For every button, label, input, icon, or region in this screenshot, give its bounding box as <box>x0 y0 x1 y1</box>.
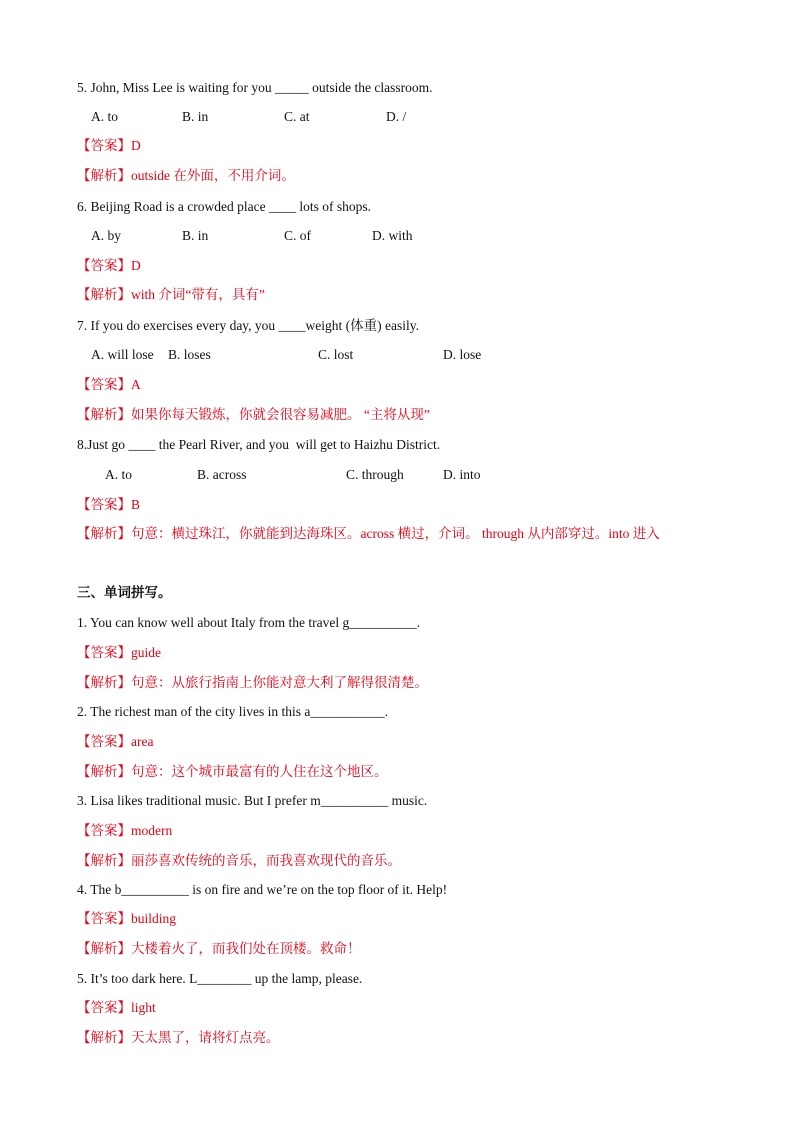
spelling-5-answer: 【答案】light <box>77 1000 156 1015</box>
spelling-2-analysis: 【解析】句意：这个城市最富有的人住在这个地区。 <box>77 764 388 779</box>
spelling-4-answer: 【答案】building <box>77 911 177 926</box>
spelling-2-answer: 【答案】area <box>77 734 154 749</box>
mc-6-option-a: A. by <box>91 228 121 243</box>
mc-7-option-d: D. lose <box>443 347 482 362</box>
mc-5-option-d: D. / <box>386 109 407 124</box>
mc-7-answer: 【答案】A <box>77 377 141 392</box>
spelling-3-answer: 【答案】modern <box>77 823 173 838</box>
mc-question-6: 6. Beijing Road is a crowded place ____ lots of shops. <box>77 199 371 214</box>
spelling-question-2: 2. The richest man of the city lives in this a___________. <box>77 704 388 719</box>
mc-8-option-a: A. to <box>105 467 132 482</box>
mc-6-option-c: C. of <box>284 228 311 243</box>
mc-5-option-a: A. to <box>91 109 118 124</box>
spelling-question-1: 1. You can know well about Italy from the travel g__________. <box>77 615 421 630</box>
mc-7-option-b: B. loses <box>168 347 211 362</box>
mc-5-option-b: B. in <box>182 109 209 124</box>
spelling-3-analysis: 【解析】丽莎喜欢传统的音乐，而我喜欢现代的音乐。 <box>77 853 401 868</box>
mc-8-answer: 【答案】B <box>77 497 141 512</box>
mc-question-8: 8.Just go ____ the Pearl River, and you will get to Haizhu District. <box>77 437 441 452</box>
spelling-question-5: 5. It’s too dark here. L________ up the lamp, please. <box>77 971 363 986</box>
spelling-4-analysis: 【解析】大楼着火了，而我们处在顶楼。救命！ <box>77 941 361 956</box>
mc-5-analysis: 【解析】outside 在外面，不用介词。 <box>77 168 295 183</box>
spelling-1-analysis: 【解析】句意：从旅行指南上你能对意大利了解得很清楚。 <box>77 675 428 690</box>
mc-8-option-d: D. into <box>443 467 481 482</box>
spelling-question-3: 3. Lisa likes traditional music. But I prefer m__________ music. <box>77 793 428 808</box>
mc-6-option-d: D. with <box>372 228 413 243</box>
spelling-5-analysis: 【解析】天太黑了，请将灯点亮。 <box>77 1030 280 1045</box>
spelling-1-answer: 【答案】guide <box>77 645 161 660</box>
spelling-question-4: 4. The b__________ is on fire and we’re on the top floor of it. Help! <box>77 882 448 897</box>
mc-7-option-a: A. will lose <box>91 347 154 362</box>
mc-5-option-c: C. at <box>284 109 310 124</box>
mc-6-option-b: B. in <box>182 228 209 243</box>
mc-question-5: 5. John, Miss Lee is waiting for you _____ outside the classroom. <box>77 80 433 95</box>
mc-6-analysis: 【解析】with 介词“带有，具有” <box>77 287 265 302</box>
section-title-spelling: 三、单词拼写。 <box>77 585 172 600</box>
mc-5-answer: 【答案】D <box>77 138 141 153</box>
mc-question-7: 7. If you do exercises every day, you ____weight (体重) easily. <box>77 318 420 333</box>
mc-7-option-c: C. lost <box>318 347 354 362</box>
mc-8-analysis: 【解析】句意：横过珠江，你就能到达海珠区。across 横过，介词。 through 从内部穿过。into 进入 <box>77 526 660 541</box>
mc-6-answer: 【答案】D <box>77 258 141 273</box>
mc-8-option-c: C. through <box>346 467 404 482</box>
mc-7-analysis: 【解析】如果你每天锻炼，你就会很容易减肥。 “主将从现” <box>77 407 430 422</box>
mc-8-option-b: B. across <box>197 467 247 482</box>
